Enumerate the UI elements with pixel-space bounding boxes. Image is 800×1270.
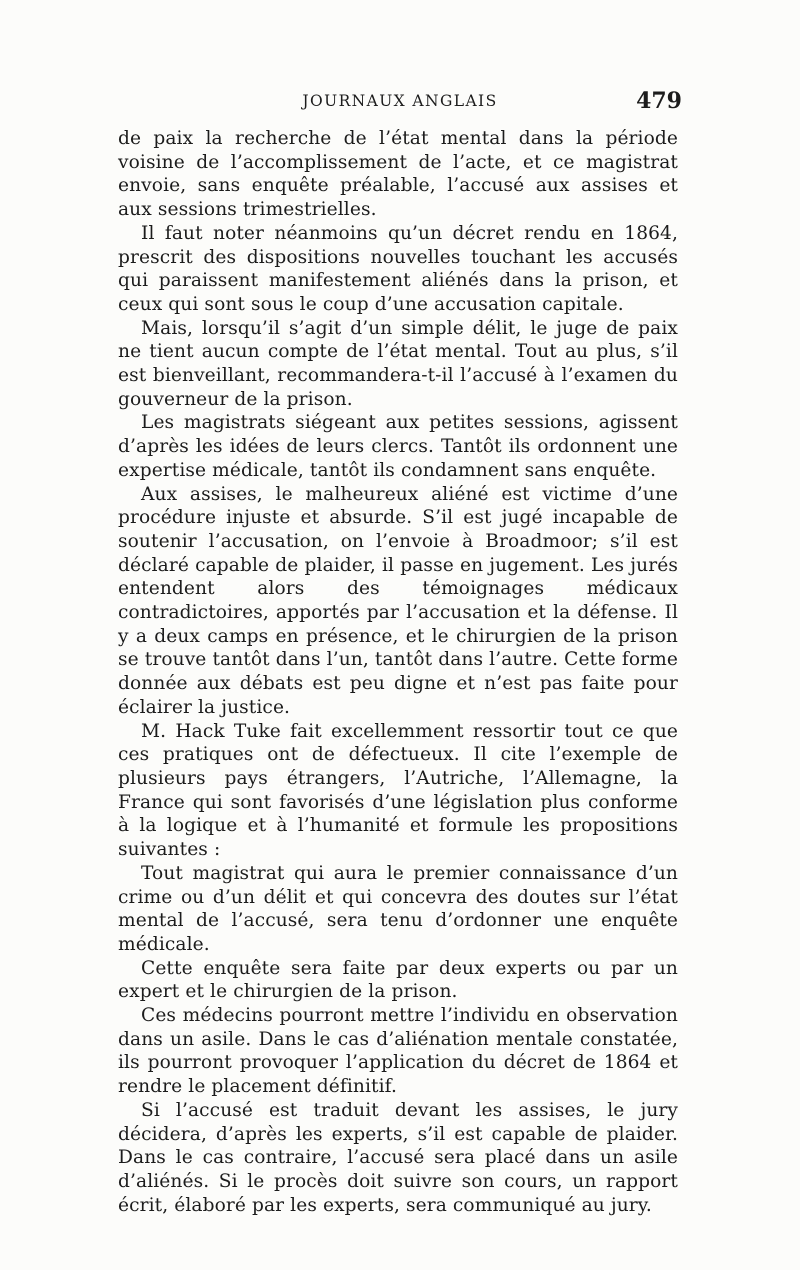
- paragraph-simple-delit: Mais, lorsqu’il s’agit d’un simple délit, le juge de paix ne tient aucun compte de l’état mental. Tout au plus, s’il est bienveillant, recommandera-t-il l’accusé à l’examen du gouverneur de la prison.: [118, 317, 678, 410]
- paragraph-petites-sessions: Les magistrats siégeant aux petites sessions, agissent d’après les idées de leurs clercs. Tantôt ils ordonnent une expertise médicale, tantôt ils condamnent sans enquête.: [118, 412, 678, 481]
- paragraph-proposition-1: Tout magistrat qui aura le premier connaissance d’un crime ou d’un délit et qui concevra des doutes sur l’état mental de l’accusé, sera tenu d’ordonner une enquête médicale.: [118, 862, 678, 955]
- running-head: [118, 88, 682, 118]
- paragraph-decree-1864: Il faut noter néanmoins qu’un décret rendu en 1864, prescrit des dispositions nouvelles touchant les accusés qui paraissent manifestement aliénés dans la prison, et ceux qui sont sous le coup d’une accusation capitale.: [118, 222, 678, 315]
- paragraph-proposition-2: Cette enquête sera faite par deux experts ou par un expert et le chirurgien de la prison.: [118, 957, 678, 1003]
- paragraph-proposition-4: Si l’accusé est traduit devant les assises, le jury décidera, d’après les experts, s’il est capable de plaider. Dans le cas contraire, l’accusé sera placé dans un asile d’aliénés. Si le procès doit suivre son cours, un rapport écrit, élaboré par les experts, sera communiqué au jury.: [118, 1099, 678, 1216]
- running-title: JOURNAUX ANGLAIS: [302, 92, 498, 110]
- body-text: [118, 127, 678, 1217]
- paragraph-continued: de paix la recherche de l’état mental dans la période voisine de l’accomplissement de l’acte, et ce magistrat envoie, sans enquête préalable, l’accusé aux assises et aux sessions trimestrielles.: [118, 128, 678, 221]
- page-number: 479: [636, 88, 682, 114]
- paragraph-assises: Aux assises, le malheureux aliéné est victime d’une procédure injuste et absurde. S’il est jugé incapable de soutenir l’accusation, on l’envoie à Broadmoor; s’il est déclaré capable de plaider, il passe en jugement. Les jurés entendent alors des témoignages médicaux contradictoires, apportés par l’accusation et la défense. Il y a deux camps en présence, et le chirurgien de la prison se trouve tantôt dans l’un, tantôt dans l’autre. Cette forme donnée aux débats est peu digne et n’est pas faite pour éclairer la justice.: [118, 483, 678, 718]
- paragraph-proposition-3: Ces médecins pourront mettre l’individu en observation dans un asile. Dans le cas d’aliénation mentale constatée, ils pourront provoquer l’application du décret de 1864 et rendre le placement définitif.: [118, 1005, 678, 1098]
- paragraph-hack-tuke: M. Hack Tuke fait excellemment ressortir tout ce que ces pratiques ont de défectueux. Il cite l’exemple de plusieurs pays étrangers, l’Autriche, l’Allemagne, la France qui sont favorisés d’une législation plus conforme à la logique et à l’humanité et formule les propositions suivantes :: [118, 720, 678, 861]
